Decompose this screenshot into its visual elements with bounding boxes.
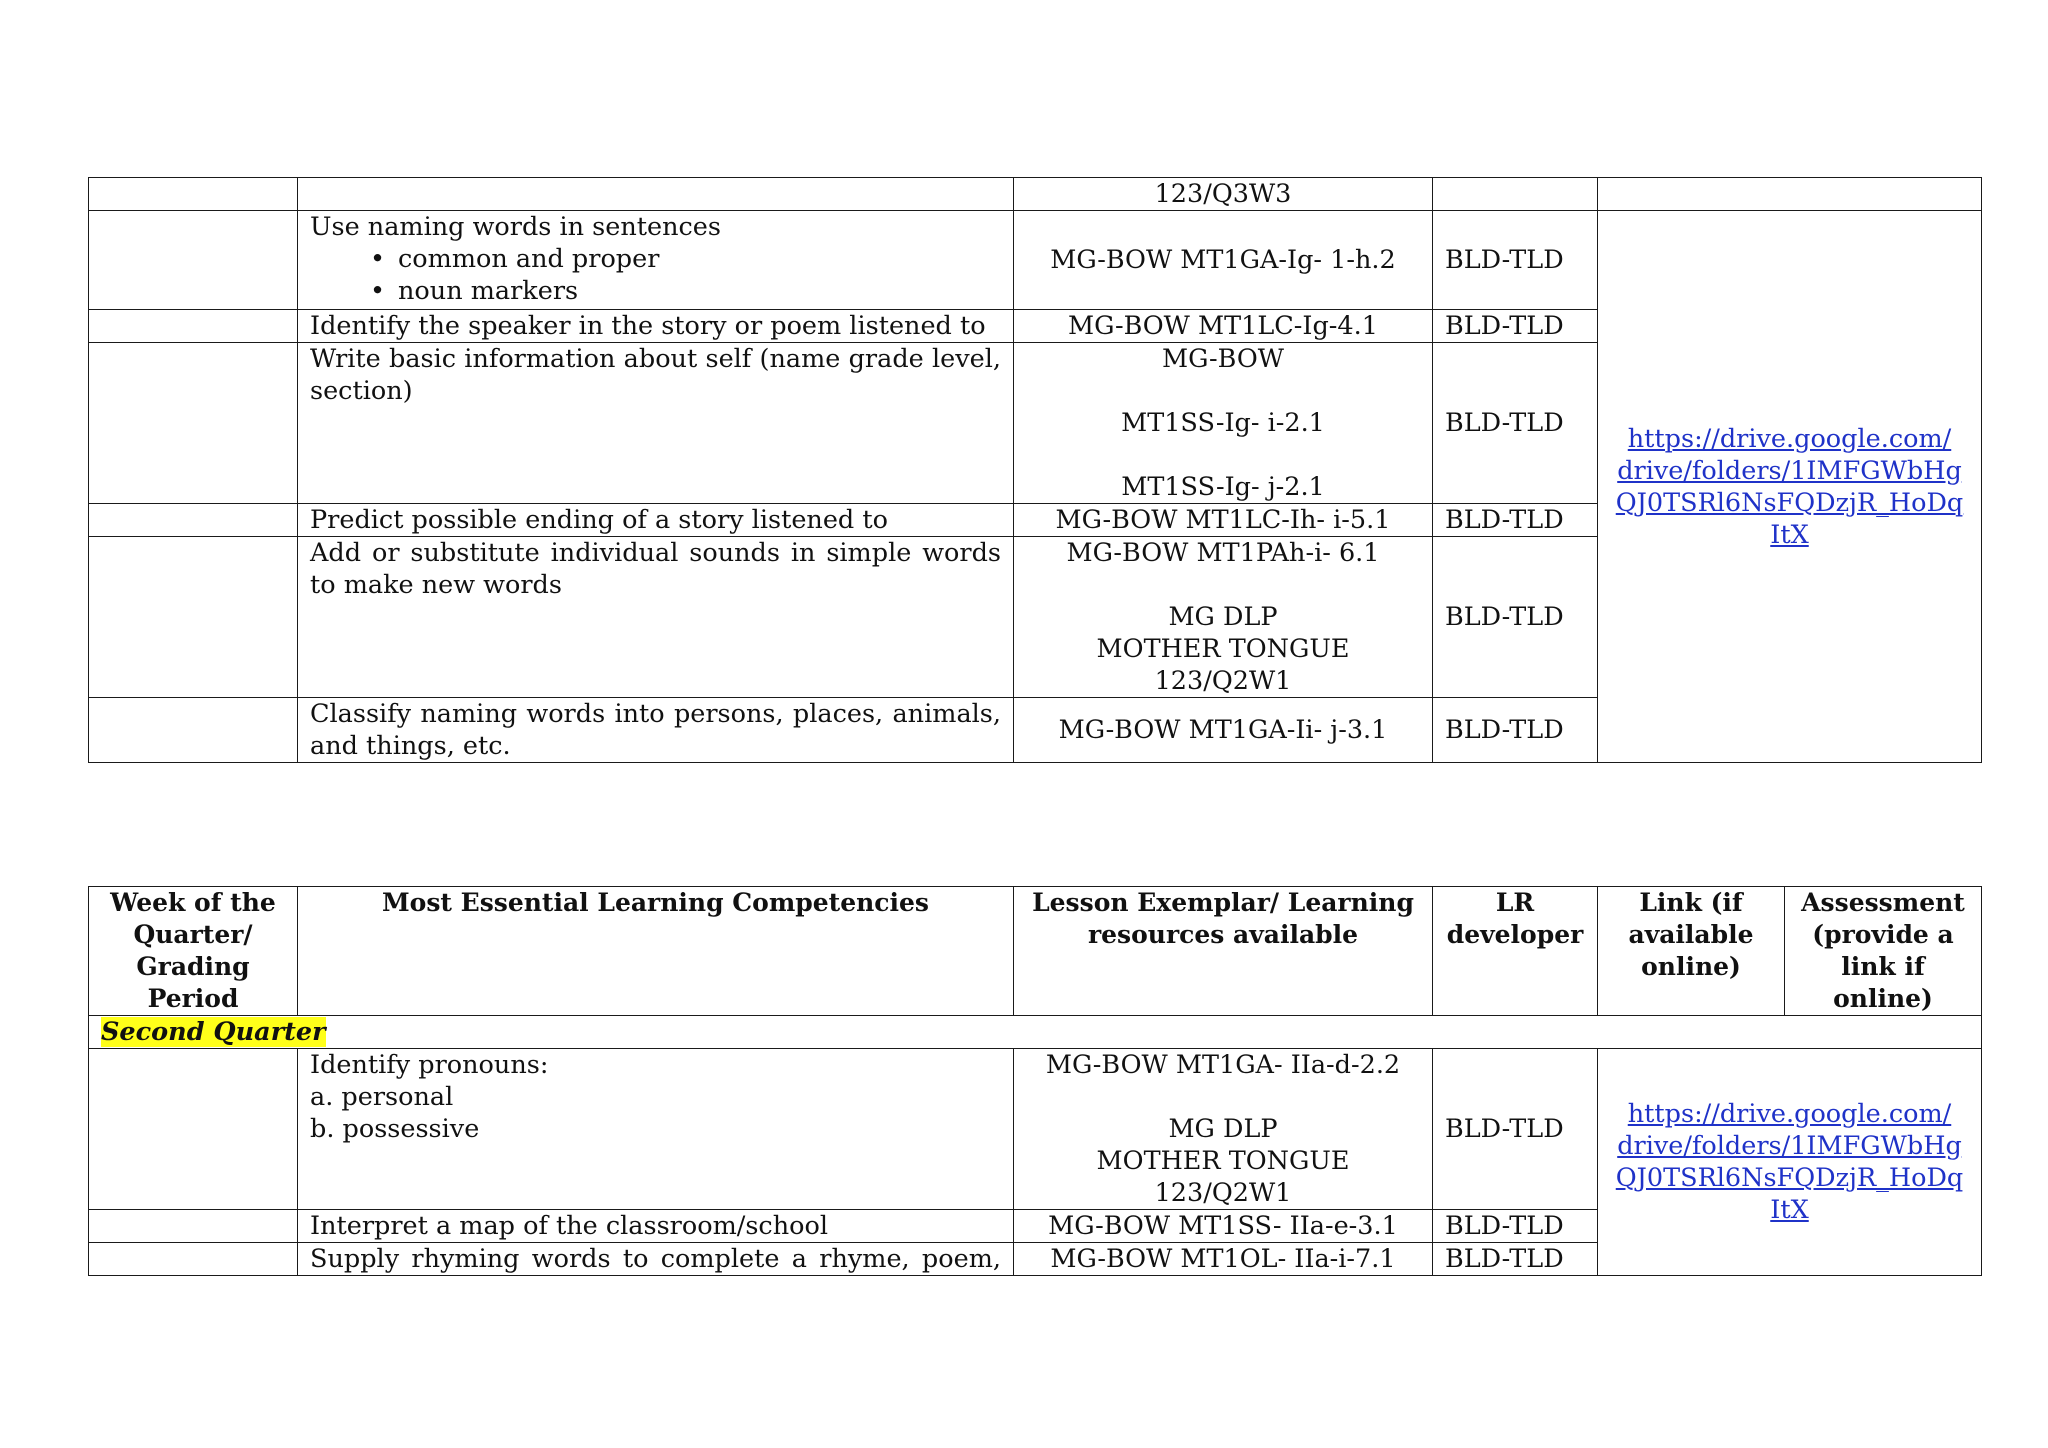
competency-cell: Add or substitute individual sounds in simple words to make new words [298,537,1014,698]
week-cell [89,504,298,537]
week-cell [89,537,298,698]
link-line[interactable]: https://drive.google.com/ [1627,1099,1952,1129]
week-cell [89,211,298,310]
week-cell [89,310,298,343]
table-row [89,1049,1982,1210]
table-row [89,178,1982,211]
week-cell [89,698,298,763]
competency-cell: Write basic information about self (name grade level, section) [298,343,1014,504]
resource-line: MG-BOW [1162,344,1284,374]
link-line[interactable]: drive/folders/1IMFGWbHg [1617,455,1962,486]
header-developer: LR developer [1433,887,1598,1016]
week-cell [89,1243,298,1276]
resource-cell: MG-BOW MT1LC-Ih- i-5.1 [1014,504,1433,537]
link-line[interactable]: ItX [1770,1195,1809,1225]
developer-cell: BLD-TLD [1433,310,1598,343]
resource-line: MG-BOW MT1PAh-i- 6.1 [1066,538,1380,568]
competencies-table [88,886,1982,1276]
resource-cell: MG-BOW MT1GA-Ig- 1-h.2 [1014,211,1433,310]
bullet-list [310,243,1001,307]
developer-cell [1433,178,1598,211]
resource-cell [1014,1049,1433,1210]
developer-cell: BLD-TLD [1433,343,1598,504]
resource-line: MG DLP [1168,602,1278,632]
competencies-table-continued [88,177,1982,763]
developer-cell: BLD-TLD [1433,504,1598,537]
quarter-cell [89,1016,1982,1049]
developer-cell: BLD-TLD [1433,698,1598,763]
resource-cell: MG-BOW MT1SS- IIa-e-3.1 [1014,1210,1433,1243]
competency-cell: Supply rhyming words to complete a rhyme, poem, [298,1243,1014,1276]
resource-cell: MG-BOW MT1OL- IIa-i-7.1 [1014,1243,1433,1276]
link-line[interactable]: QJ0TSRl6NsFQDzjR_HoDq [1615,1163,1964,1193]
competency-line: b. possessive [310,1114,480,1144]
link-line[interactable]: drive/folders/1IMFGWbHg [1617,1131,1962,1161]
competency-cell: Predict possible ending of a story listened to [298,504,1014,537]
table-row [89,211,1982,310]
resource-cell [1014,537,1433,698]
competency-cell: Interpret a map of the classroom/school [298,1210,1014,1243]
resource-line: MOTHER TONGUE [1096,634,1350,664]
link-line[interactable]: ItX [1770,519,1809,550]
resource-line: MOTHER TONGUE [1096,1146,1350,1176]
resource-line: MG DLP [1168,1114,1278,1144]
list-item: • common and proper [370,243,1001,275]
developer-cell: BLD-TLD [1433,1210,1598,1243]
competency-cell [298,178,1014,211]
developer-cell: BLD-TLD [1433,537,1598,698]
competency-cell: Classify naming words into persons, places, animals, and things, etc. [298,698,1014,763]
competency-line: Identify pronouns: [310,1050,549,1080]
resource-cell: MG-BOW MT1LC-Ig-4.1 [1014,310,1433,343]
week-cell [89,1210,298,1243]
resource-line: 123/Q2W1 [1154,666,1292,696]
week-cell [89,343,298,504]
link-line[interactable]: QJ0TSRl6NsFQDzjR_HoDq [1615,487,1964,518]
quarter-label: Second Quarter [101,1017,326,1047]
header-link: Link (if available online) [1598,887,1785,1016]
developer-cell: BLD-TLD [1433,1049,1598,1210]
resource-cell: 123/Q3W3 [1014,178,1433,211]
link-cell [1598,178,1982,211]
resource-line: MG-BOW MT1GA- IIa-d-2.2 [1045,1050,1401,1080]
link-cell [1598,211,1982,763]
developer-cell: BLD-TLD [1433,211,1598,310]
quarter-row [89,1016,1982,1049]
resource-line: 123/Q2W1 [1154,1178,1292,1208]
link-cell [1598,1049,1982,1276]
week-cell [89,178,298,211]
drive-link[interactable] [1610,423,1969,551]
resource-cell: MG-BOW MT1GA-Ii- j-3.1 [1014,698,1433,763]
link-line[interactable]: https://drive.google.com/ [1627,423,1952,454]
list-item: • noun markers [370,275,1001,307]
competency-cell: Identify the speaker in the story or poem listened to [298,310,1014,343]
header-week: Week of the Quarter/ Grading Period [89,887,298,1016]
competency-text: Use naming words in sentences [310,212,721,242]
header-competencies: Most Essential Learning Competencies [298,887,1014,1016]
competency-line: a. personal [310,1082,454,1112]
competency-cell [298,211,1014,310]
developer-cell: BLD-TLD [1433,1243,1598,1276]
competency-cell [298,1049,1014,1210]
resource-line: MT1SS-Ig- i-2.1 [1121,408,1325,438]
resource-cell [1014,343,1433,504]
resource-line: MT1SS-Ig- j-2.1 [1121,472,1325,502]
drive-link[interactable] [1610,1098,1969,1226]
week-cell [89,1049,298,1210]
table-header-row [89,887,1982,1016]
header-assessment: Assessment (provide a link if online) [1785,887,1982,1016]
header-resources: Lesson Exemplar/ Learning resources available [1014,887,1433,1016]
